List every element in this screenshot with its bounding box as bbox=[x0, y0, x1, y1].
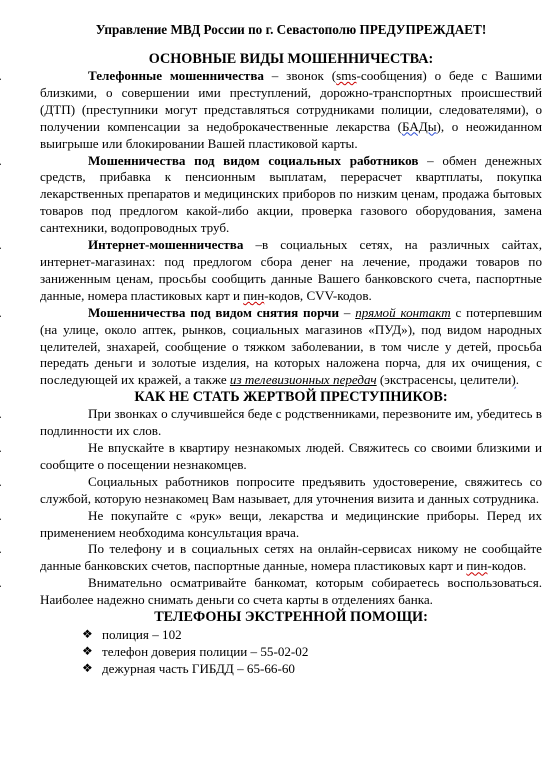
list-item bbox=[40, 406, 542, 440]
document-title: Управление МВД России по г. Севастополю ПРЕДУПРЕЖДАЕТ! bbox=[95, 22, 487, 37]
item-text: . bbox=[515, 372, 520, 388]
list-item bbox=[40, 541, 542, 575]
item-text: По телефону и в социальных сетях на онлайн-сервисах никому не сообщайте данные банковских счетов, паспортные данные, номера пластиковых карт и bbox=[40, 541, 542, 574]
list-item bbox=[40, 575, 542, 609]
item-text: с потерпевшим (на улице, около аптек, рынков, социальных магазинов «ПУД»), под видом народных целителей, знахарей, сообщение о тяжком заболевании, в том числе у детей, просьба передать деньги и золотые изделия, на которых наложена порча, для их очищения, с последующей их кражей, а также bbox=[40, 304, 542, 388]
diamond-bullet-icon: ❖ bbox=[82, 627, 93, 642]
item-number bbox=[0, 68, 2, 85]
item-text: (экстрасенсы, целители bbox=[376, 372, 512, 388]
item-text: Не покупайте с «рук» вещи, лекарства и медицинские приборы. Перед их применением необходима консультация врача. bbox=[40, 507, 542, 540]
phone-entry: телефон доверия полиции – 55-02-02 bbox=[102, 644, 309, 660]
section-heading-how-not-victim: КАК НЕ СТАТЬ ЖЕРТВОЙ ПРЕСТУПНИКОВ: bbox=[134, 389, 448, 406]
item-number bbox=[0, 474, 2, 491]
item-text: – bbox=[339, 304, 356, 320]
item-number bbox=[0, 440, 2, 457]
item-title: Телефонные мошенничества bbox=[88, 68, 264, 83]
item-title: Мошенничества под видом социальных работников bbox=[88, 152, 419, 168]
item-number bbox=[0, 237, 2, 254]
item-text: Социальных работников попросите предъявить удостоверение, свяжитесь со службой, которую незнакомец Вам называет, для уточнения визита и данных сотрудника. bbox=[40, 473, 542, 506]
item-text: Не впускайте в квартиру незнакомых людей. Свяжитесь со своими близкими и сообщите о посещении незнакомцев. bbox=[40, 440, 542, 472]
item-text: -сообщения) о беде с Вашими близкими, о совершении ими преступлений, дорожно-транспортных происшествий (ДТП) (преступники могут представляться сотрудниками полиции, следователями), о получении компенсации за недоброкачественные лекарства ( bbox=[40, 68, 542, 134]
list-item bbox=[40, 508, 542, 542]
list-item bbox=[40, 305, 542, 390]
emphasized-text: из телевизионных передач bbox=[229, 372, 377, 388]
item-text: ), о неожиданном выигрыше или блокировании Вашей пластиковой карты. bbox=[40, 118, 542, 151]
item-number bbox=[0, 153, 2, 170]
item-text: При звонках о случившейся беде с родственниками, перезвоните им, убедитесь в подлинности их слов. bbox=[40, 406, 542, 439]
emphasized-text: прямой контакт bbox=[355, 304, 451, 320]
item-text: Внимательно осматривайте банкомат, которым собираетесь воспользоваться. Наиболее надежно снимать деньги со счета карты в отделениях банка. bbox=[40, 575, 542, 608]
section-heading-fraud-types: ОСНОВНЫЕ ВИДЫ МОШЕННИЧЕСТВА: bbox=[148, 51, 434, 67]
diamond-bullet-icon: ❖ bbox=[82, 661, 93, 676]
item-number bbox=[0, 541, 2, 558]
list-item bbox=[40, 68, 542, 153]
section-heading-emergency-phones: ТЕЛЕФОНЫ ЭКСТРЕННОЙ ПОМОЩИ: bbox=[154, 609, 428, 626]
list-item bbox=[40, 237, 542, 305]
spellcheck-mark: ) bbox=[511, 372, 516, 388]
spellcheck-word: пин bbox=[243, 287, 265, 303]
diamond-bullet-icon: ❖ bbox=[82, 644, 93, 659]
item-number bbox=[0, 406, 2, 423]
item-title: Мошенничества под видом снятия порчи bbox=[88, 304, 339, 320]
item-text: – обмен денежных средств, прибавка к пенсионным выплатам, перерасчет квартплаты, покупка лекарственных препаратов и медицинских приборов по низким ценам, продажа бытовых товаров под предлогом какой-либо акции, проверка газового оборудования, замена сантехники, водопроводных труб. bbox=[40, 152, 542, 236]
item-text: –в социальных сетях, на различных сайтах, интернет-магазинах: под предлогом сбора денег на лечение, продажи товаров по заниженным ценам, просьбы сообщить данные Вашего банковского счета, паспортные данные, номера пластиковых карт и bbox=[40, 237, 542, 303]
item-number bbox=[0, 508, 2, 525]
item-number bbox=[0, 305, 2, 322]
list-item bbox=[40, 474, 542, 508]
item-text: – звонок ( bbox=[263, 68, 337, 83]
item-title: Интернет-мошенничества bbox=[88, 237, 244, 253]
list-item bbox=[40, 440, 542, 474]
list-item bbox=[82, 660, 542, 677]
phone-list bbox=[40, 626, 542, 677]
item-text: -кодов, CVV-кодов. bbox=[264, 287, 372, 303]
item-text: -кодов. bbox=[487, 558, 527, 574]
spellcheck-word: sms bbox=[336, 68, 357, 83]
phone-entry: дежурная часть ГИБДД – 65-66-60 bbox=[102, 661, 295, 677]
spellcheck-word: БАДы bbox=[402, 118, 437, 134]
list-item bbox=[82, 626, 542, 643]
phone-entry: полиция – 102 bbox=[102, 627, 182, 643]
document-page bbox=[40, 22, 542, 677]
item-number bbox=[0, 575, 2, 592]
list-item bbox=[40, 153, 542, 238]
spellcheck-word: пин bbox=[466, 558, 488, 574]
list-item bbox=[82, 643, 542, 660]
